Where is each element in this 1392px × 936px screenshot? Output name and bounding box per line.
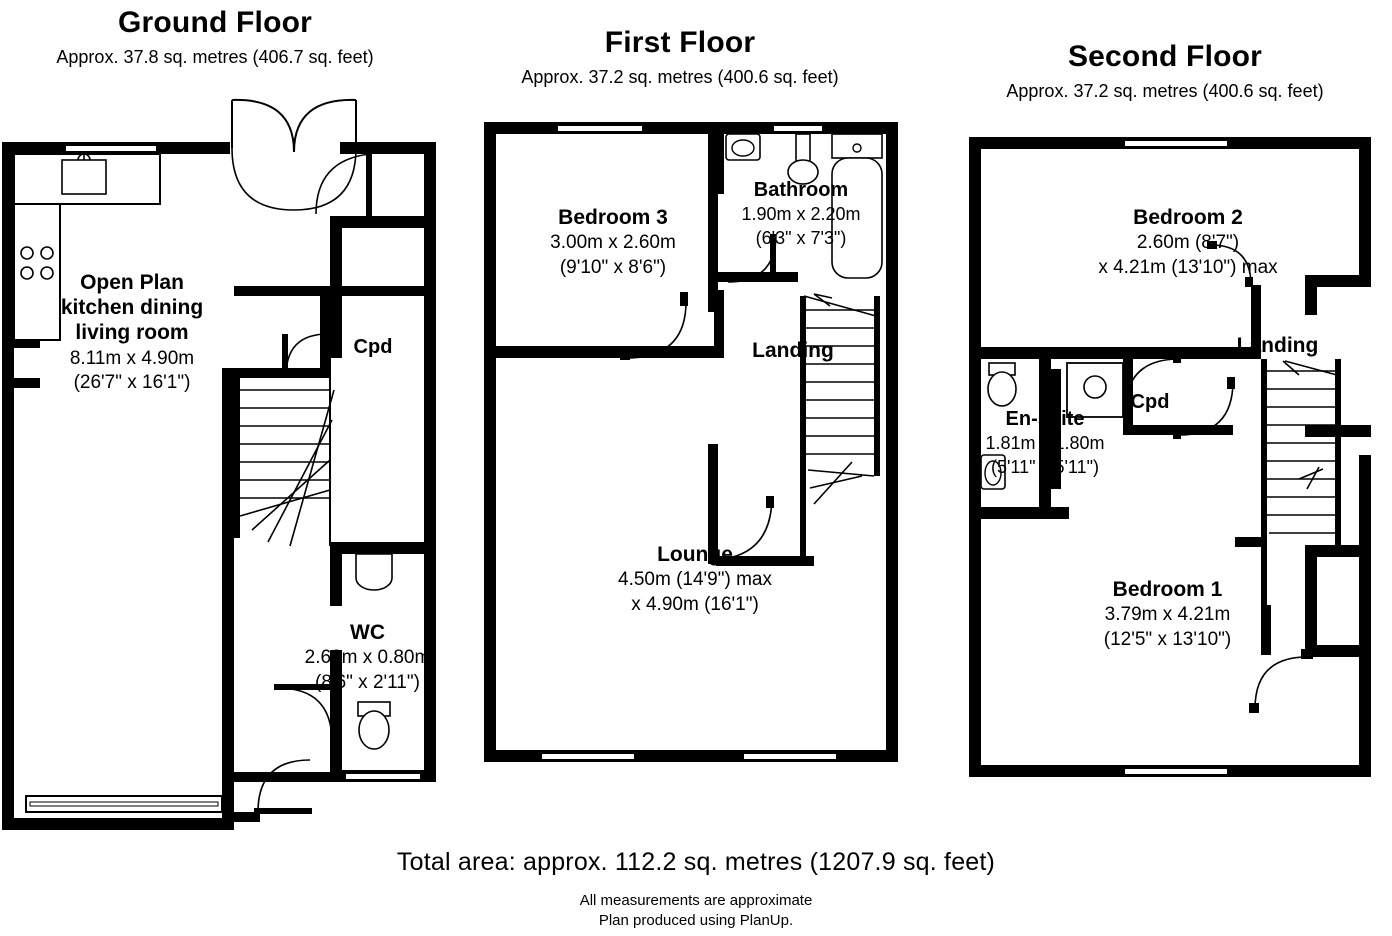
room-name: En-suite [1005,408,1085,430]
room-name: Lounge [657,543,733,566]
room-name: Cpd [353,336,393,358]
room-label-en-suite [965,407,1125,478]
room-label-lounge [560,542,830,617]
room-dims-imperial: (6'3" x 7'3") [755,227,847,248]
room-dims-imperial: (12'5" x 13'10") [1103,628,1232,650]
room-name: WC [350,621,385,644]
room-dims-imperial: (8'6" x 2'11") [315,671,420,693]
room-name: Bedroom 3 [558,206,668,229]
room-name: Bedroom 1 [1112,578,1223,601]
room-name: Open Plan kitchen dining living room [60,271,204,345]
first-floor-plan [470,110,920,770]
second-floor-plan [955,125,1392,785]
room-dims-metric: 4.50m (14'9") max [618,569,772,591]
room-dims-imperial: x 4.21m (13'10") max [1098,256,1278,278]
room-dims-metric: 3.00m x 2.60m [550,232,676,254]
ground-floor-title: Ground Floor [117,6,313,39]
room-label-wc [280,620,455,695]
room-dims-imperial: x 4.90m (16'1") [631,593,759,615]
room-dims-metric: 1.90m x 2.20m [741,204,861,224]
first-floor-approx: Approx. 37.2 sq. metres (400.6 sq. feet) [521,66,839,87]
room-label-open-plan [52,270,212,395]
room-name: Bathroom [753,179,849,201]
room-dims-imperial: (5'11" x 5'11") [990,456,1100,477]
ground-floor-plan [0,90,450,830]
ground-floor-drawing [0,90,450,830]
ground-floor-approx: Approx. 37.8 sq. metres (406.7 sq. feet) [56,46,374,67]
room-dims-metric: 3.79m x 4.21m [1104,604,1231,626]
footer-note-line-2: Plan produced using PlanUp. [598,911,794,929]
room-dims-imperial: (26'7" x 16'1") [73,372,191,394]
room-name: Landing [752,339,834,362]
second-floor-title: Second Floor [1067,40,1263,73]
first-floor-title: First Floor [604,26,756,59]
room-label-landing-first [728,338,858,363]
room-dims-metric: 1.81m x 1.80m [985,433,1105,453]
room-label-cpd-second [1095,390,1205,414]
total-area-text: Total area: approx. 112.2 sq. metres (1207.9 sq. feet) [396,848,996,876]
second-floor-heading [955,40,1375,101]
first-floor-heading [470,26,890,87]
room-label-bathroom [706,178,896,249]
room-label-cpd-ground [318,335,428,359]
room-dims-imperial: (9'10" x 8'6") [559,256,667,278]
room-name: Cpd [1130,391,1170,413]
room-name: Landing [1236,334,1319,357]
second-floor-approx: Approx. 37.2 sq. metres (400.6 sq. feet) [1006,80,1324,101]
footer [0,848,1392,930]
room-dims-metric: 8.11m x 4.90m [69,347,195,369]
footer-note-line-1: All measurements are approximate [579,892,813,909]
room-label-landing-second [1210,333,1345,358]
room-dims-metric: 2.60m x 0.80m [304,647,431,669]
room-label-bedroom-2 [1063,205,1313,280]
room-label-bedroom-1 [1045,577,1290,652]
ground-floor-heading [0,6,430,67]
room-name: Bedroom 2 [1133,206,1243,229]
room-label-bedroom-3 [508,205,718,280]
room-dims-metric: 2.60m (8'7") [1136,232,1240,254]
